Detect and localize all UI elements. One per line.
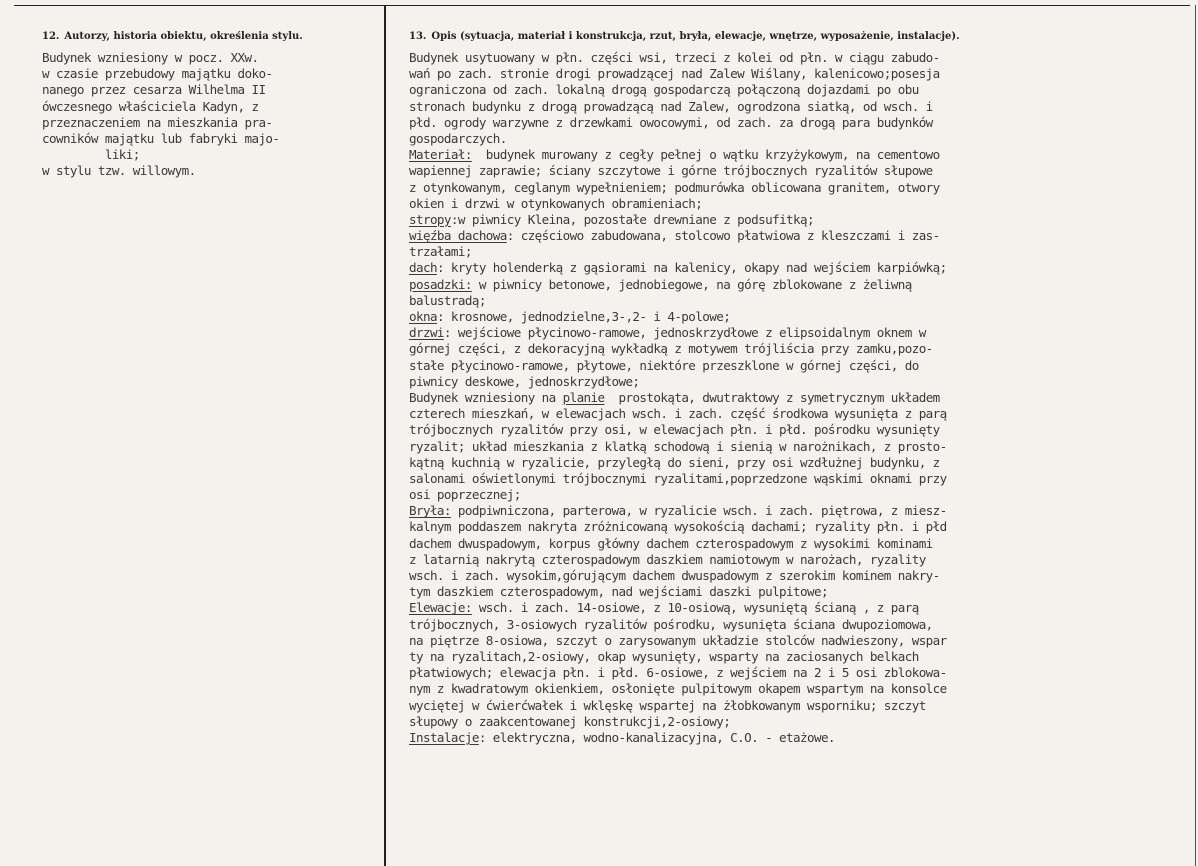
text-line	[409, 681, 1195, 697]
text-segment: ograniczona od zach. lokalną drogą gospodarczą połączoną dojazdami po obu	[409, 82, 919, 98]
text-segment: Budynek wzniesiony na	[409, 389, 563, 405]
section-13	[409, 30, 1195, 746]
text-line	[409, 536, 1195, 552]
text-segment: :w piwnicy Kleina, pozostałe drewniane z podsufitką;	[450, 211, 814, 227]
section-12-title: Autorzy, historia obiektu, określenia stylu.	[64, 31, 303, 42]
text-line	[409, 471, 1195, 487]
text-segment: wsch. i zach. 14-osiowe, z 10-osiową, wysuniętą ścianą , z parą	[471, 600, 919, 616]
text-segment: trzałami;	[409, 244, 472, 260]
column-divider	[384, 5, 386, 866]
text-segment: czterech mieszkań, w elewacjach wsch. i zach. część środkowa wysunięta z parą	[409, 406, 947, 422]
text-segment: kalnym poddaszem nakryta zróżnicowaną wysokością dachami; ryzality płn. i płd	[409, 519, 947, 535]
text-segment: podpiwniczona, parterowa, w ryzalicie wsch. i zach. piętrowa, z miesz-	[450, 503, 947, 519]
text-segment: wyciętej w ćwierćwałek i wklęskę wspartej na żłobkowanym wsporniku; szczyt	[409, 697, 926, 713]
text-segment: ryzalit; układ mieszkania z klatką schodową i sienią w narożnikach, z prosto-	[409, 438, 947, 454]
text-segment: : wejściowe płycinowo-ramowe, jednoskrzydłowe z elipsoidalnym oknem w	[443, 325, 926, 341]
section-label: planie	[562, 389, 605, 405]
section-label: stropy	[409, 211, 451, 227]
text-segment: osi poprzecznej;	[409, 487, 521, 503]
text-line	[409, 309, 1195, 325]
section-label: posadzki:	[409, 276, 472, 292]
top-border	[14, 5, 1190, 6]
text-line	[409, 147, 1195, 163]
text-segment: stałe płycinowo-ramowe, płytowe, niektóre przeszklone w górnej części, do	[409, 357, 919, 373]
text-segment: : kryty holenderką z gąsiorami na kalenicy, okapy nad wejściem karpiówką;	[436, 260, 947, 276]
text-line	[409, 487, 1195, 503]
section-13-subtitle: (sytuacja, materiał i konstrukcja, rzut, bryła, elewacje, wnętrze, wyposażenie, instalacje).	[460, 31, 960, 42]
text-segment: nym z kwadratowym okienkiem, osłonięte pulpitowym okapem wspartym na konsolce	[409, 681, 947, 697]
text-line	[409, 390, 1195, 406]
text-segment: trójbocznych ryzalitów przy osi, w elewacjach płn. i płd. pośrodku wysunięty	[409, 422, 940, 438]
text-line	[409, 163, 1195, 179]
text-segment: słupowy o zaakcentowanej konstrukcji,2-osiowy;	[409, 713, 731, 729]
right-border	[1195, 5, 1196, 866]
section-label: okna	[409, 309, 437, 324]
text-segment: okien i drzwi w otynkowanych obramieniach;	[409, 195, 703, 211]
text-segment: prostokąta, dwutraktowy z symetrycznym układem	[604, 389, 940, 405]
section-label: dach	[409, 260, 437, 276]
text-line: ówczesnego właściciela Kadyn, z	[42, 98, 259, 114]
text-line	[409, 341, 1195, 357]
text-line	[409, 180, 1195, 196]
text-line	[409, 228, 1195, 244]
text-line: w stylu tzw. willowym.	[42, 163, 196, 179]
text-line	[409, 568, 1195, 584]
section-label: Materiał:	[409, 147, 472, 163]
text-segment: Budynek usytuowany w płn. części wsi, trzeci z kolei od płn. w ciągu zabudo-	[409, 50, 940, 65]
text-segment: stronach budynku z drogą prowadzącą nad Zalew, ogrodzona siatką, od wsch. i	[409, 98, 933, 114]
text-line	[409, 325, 1195, 341]
text-line	[409, 503, 1195, 519]
section-label: Elewacje:	[409, 600, 472, 616]
section-label: Instalacje	[409, 729, 479, 745]
text-line	[409, 115, 1195, 131]
text-segment: ty na ryzalitach,2-osiowy, okap wysunięty, wsparty na zaciosanych belkach	[409, 648, 919, 664]
text-line	[409, 600, 1195, 616]
text-line	[409, 277, 1195, 293]
text-line	[409, 455, 1195, 471]
text-segment: kątną kuchnią w ryzalicie, przyległą do sieni, przy osi wzdłużnej budynku, z	[409, 454, 940, 470]
text-segment: z latarnią nakrytą czterospadowym daszkiem namiotowym w narożach, ryzality	[409, 551, 926, 567]
text-line	[409, 584, 1195, 600]
text-segment: salonami oświetlonymi trójbocznymi ryzalitami,poprzedzone wąskimi oknami przy	[409, 470, 947, 486]
text-segment: dachem dwuspadowym, korpus główny dachem czterospadowym z wysokimi kominami	[409, 535, 933, 551]
section-12-heading	[42, 30, 380, 50]
text-segment: : częściowo zabudowana, stolcowo płatwiowa z kleszczami i zas-	[506, 228, 940, 244]
text-line: nanego przez cesarza Wilhelma II	[42, 82, 266, 98]
text-segment: tym daszkiem czterospadowym, nad wejściami daszki pulpitowe;	[409, 584, 828, 600]
text-line	[409, 519, 1195, 535]
section-13-title: Opis	[431, 31, 457, 42]
text-line	[409, 698, 1195, 714]
text-line	[409, 422, 1195, 438]
text-line	[409, 244, 1195, 260]
text-line	[409, 131, 1195, 147]
text-segment: trójbocznych, 3-osiowych ryzalitów pośrodku, wysunięta ściana dwupoziomowa,	[409, 616, 933, 632]
section-label: Bryła:	[409, 503, 451, 519]
text-line	[409, 293, 1195, 309]
text-segment: piwnicy deskowe, jednoskrzydłowe;	[409, 373, 640, 389]
section-13-number: 13.	[409, 31, 427, 42]
text-line	[409, 82, 1195, 98]
text-segment: płd. ogrody warzywne z drzewkami owocowymi, od zach. za drogą para budynków	[409, 114, 933, 130]
section-label: więźba dachowa	[409, 228, 507, 244]
text-line	[409, 99, 1195, 115]
text-line	[409, 50, 1195, 66]
text-line: Budynek wzniesiony w pocz. XXw.	[42, 50, 259, 65]
text-line	[409, 665, 1195, 681]
text-segment: balustradą;	[409, 292, 486, 308]
text-segment: wapiennej zaprawie; ściany szczytowe i górne trójbocznych ryzalitów słupowe	[409, 163, 933, 179]
text-segment: górnej części, z dekoracyjną wykładką z motywem trójliścia przy zamku,pozo-	[409, 341, 933, 357]
text-segment: : elektryczna, wodno-kanalizacyjna, C.O. - etażowe.	[478, 729, 835, 745]
text-line: w czasie przebudowy majątku doko-	[42, 66, 273, 82]
text-line	[409, 406, 1195, 422]
text-line	[409, 617, 1195, 633]
text-line	[409, 730, 1195, 746]
text-segment: budynek murowany z cegły pełnej o wątku krzyżykowym, na cementowo	[471, 147, 940, 163]
text-line	[409, 633, 1195, 649]
text-line	[409, 552, 1195, 568]
text-line: liki;	[42, 147, 140, 163]
text-line	[409, 649, 1195, 665]
text-line: przeznaczeniem na mieszkania pra-	[42, 114, 273, 130]
section-12-number: 12.	[42, 31, 60, 42]
section-12-body	[42, 50, 380, 180]
text-line	[409, 358, 1195, 374]
section-13-body	[409, 50, 1195, 746]
text-segment: wsch. i zach. wysokim,górującym dachem dwuspadowym z szerokim kominem nakry-	[409, 568, 940, 583]
text-segment: na piętrze 8-osiowa, szczyt o zarysowanym układzie stolców nadwieszony, wspar	[409, 632, 947, 648]
text-line	[409, 439, 1195, 455]
text-segment: w piwnicy betonowe, jednobiegowe, na górę zblokowane z żeliwną	[471, 276, 912, 292]
text-segment: z otynkowanym, ceglanym wypełnieniem; podmurówka oblicowana granitem, otwory	[409, 179, 940, 195]
text-line: cowników majątku lub fabryki majo-	[42, 130, 280, 146]
text-line	[409, 212, 1195, 228]
section-12	[42, 30, 380, 180]
text-segment: płatwiowych; elewacja płn. i płd. 6-osiowe, z wejściem na 2 i 5 osi zblokowa-	[409, 665, 947, 681]
text-segment: gospodarczych.	[409, 130, 507, 146]
text-line	[409, 374, 1195, 390]
text-line	[409, 196, 1195, 212]
text-line	[409, 260, 1195, 276]
text-line	[409, 66, 1195, 82]
text-segment: : krosnowe, jednodzielne,3-,2- i 4-polowe;	[436, 309, 731, 324]
text-segment: wań po zach. stronie drogi prowadzącej nad Zalew Wiślany, kalenicowo;posesja	[409, 66, 940, 82]
text-line	[409, 714, 1195, 730]
section-label: drzwi	[409, 325, 444, 341]
section-13-heading	[409, 30, 1195, 50]
